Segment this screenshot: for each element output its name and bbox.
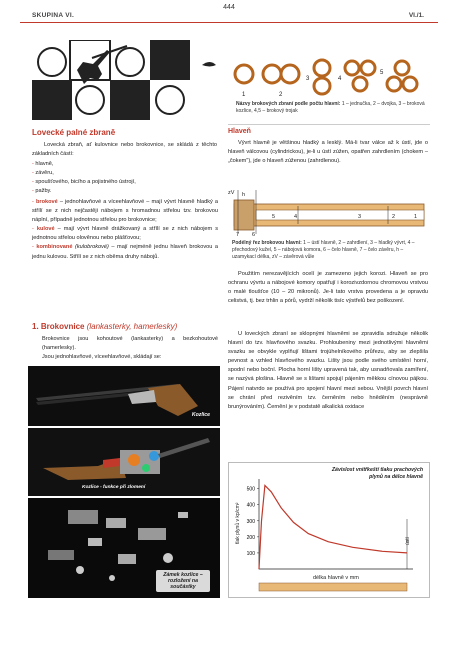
list-item: - kulové – mají vývrt hlavně drážkovaný a střílí se z nich nábojem s jednotnou střelou olověnou nebo plášťovou; xyxy=(32,226,218,242)
photo-kozlice-funkce xyxy=(28,428,220,496)
section-label-5: 5 xyxy=(272,214,276,220)
header-section-left: SKUPINA VI. xyxy=(32,12,75,19)
header-section-right: VI./1. xyxy=(408,12,424,19)
photo-label: Kozlice - funkce při zlomení xyxy=(82,485,146,490)
types-list xyxy=(32,198,218,262)
fig-number-1: 1 xyxy=(242,92,246,98)
brokovnice-paragraph-1: Brokovnice jsou kohoutové (lankasterky) a bezkohoutové (hamerlesky). xyxy=(42,336,218,352)
section-title: Lovecké palné zbraně xyxy=(32,128,116,137)
heading-brokovnice: 1. Brokovnice (lankasterky, hamerlesky) xyxy=(32,322,178,331)
brokovnice-paragraph-2: Jsou jednohlavňové, víceehlavňové, skládají se: xyxy=(42,354,162,360)
list-item: - pažby. xyxy=(32,188,52,195)
hunter-illustration xyxy=(32,40,222,120)
fig-number-3: 3 xyxy=(306,76,310,82)
pressure-chart xyxy=(228,462,430,598)
intro-paragraph: Lovecká zbraň, ať kulovnice nebo brokovnice, se skládá z těchto základních částí: xyxy=(32,142,217,158)
chart-end-label: ústí xyxy=(405,536,411,545)
list-item: - závěru, xyxy=(32,170,54,177)
list-item: - brokové – jednohlavňové a víceehlavňové – mají vývrt hlavně hladký a střílí se z nich nejčastěji nábojem s hromadnou střelou tzv. brokovou náplní, případně jednotnou střelou pro brokovnice; xyxy=(32,199,218,224)
section-label-2: 2 xyxy=(392,214,396,220)
section-caption: Podélný řez brokovou hlavní: 1 – ústí hlavně, 2 – zahrdlení, 3 – hladký vývrt, 4 – přechodový kužel, 5 – nábojová komora, 6 – čelo hlavně, 7 – čelo závěru, h – uzamykací délka, zV – závěrová vůle xyxy=(232,240,415,260)
y-tick-label: 300 xyxy=(246,518,255,525)
barrel-heading: Hlaveň xyxy=(228,128,251,135)
photo-label: Zámek kozlice – rozložení na součástky xyxy=(156,570,210,592)
photo-label: Kozlice xyxy=(191,412,210,418)
list-item: - spoušťového, bicího a pojistného ústrojí, xyxy=(32,179,136,186)
barrel-bundle-paragraph: U loveckých zbraní se sklopnými hlavněmi se zpravidla sdružuje několik hlavní do tzv. hlavňového svazku. Prohloubeniny mezi jednotlivými hlavněmi svazku se obvykle vyplňují lištami trojúhelníkového průřezu, aby se zlepšila pevnost a vzhled hlavňového svazku. Lišty jsou podle svého umístění horní, spodní nebo boční. Plocha horní lišty upravená tak, aby usnadňovala zamíření, se nazývá plošina. Hlavně se s lištami spojují pájením měkkou cínovou pájkou. Pájení natvrdo se používá pro spojení hlavní mezi sebou. Vnější povrch hlavní se chrání před rezivěním tzv. černěním nebo hněděním (nesprávně brunýrováním). Černění je v podstatě alkalická oxidace xyxy=(228,331,428,410)
barrel-strip xyxy=(259,583,407,591)
section-label-7: 7 xyxy=(236,232,240,238)
barrel-paragraph: Vývrt hlavně je většinou hladký a lesklý. Má-li tvar válce až k ústí, jde o hlaveň válcovou (cylindrickou), je-li u ústí zúžen, opatřen zahrdlením (chokem – „čokem"), jde o hlaveň zúženou (zahrdlenou). xyxy=(228,140,428,165)
y-tick-label: 200 xyxy=(246,534,255,541)
fig-number-5: 5 xyxy=(380,70,384,76)
section-label-4: 4 xyxy=(294,214,298,220)
barrel-config-caption: Názvy brokových zbraní podle počtu hlavní: 1 – jednučka, 2 – dvojka, 3 – broková kozlice, 4,5 – brokový trojak xyxy=(236,101,425,114)
list-item: - kombinované (kulobrokové) – mají nejméně jednu hlaveň brokovou a jednu kulovou. Střílí se z nich oběma druhy nábojů. xyxy=(32,244,218,260)
y-tick-label: 100 xyxy=(246,550,255,557)
barrel-configurations-figure xyxy=(230,56,430,98)
page-number: 444 xyxy=(223,4,235,11)
parts-list xyxy=(32,160,222,196)
photo-kozlice xyxy=(28,366,220,426)
chart-xlabel: délka hlavně v mm xyxy=(313,575,359,581)
fig-number-2: 2 xyxy=(279,92,283,98)
list-item: - hlavně, xyxy=(32,161,54,167)
chart-axes xyxy=(259,479,413,569)
divider xyxy=(228,124,430,125)
chart-ylabel: tlak plynů v kp/cm² xyxy=(235,502,241,544)
y-tick-label: 500 xyxy=(246,486,255,493)
header-rule xyxy=(20,22,438,23)
section-label-3: 3 xyxy=(358,214,362,220)
section-label-zv: zV xyxy=(228,190,235,196)
section-label-h: h xyxy=(242,192,246,198)
chart-title: Závislost vnitřkeští tlaku prachových plynů na délce hlavně xyxy=(331,467,423,480)
section-label-1: 1 xyxy=(414,214,418,220)
pressure-series-line xyxy=(259,485,407,569)
section-label-6: 6 xyxy=(252,232,256,238)
barrel-section-drawing xyxy=(228,186,430,238)
photo-zamek-rozlozeni xyxy=(28,498,220,598)
fig-number-4: 4 xyxy=(338,76,342,82)
y-tick-label: 400 xyxy=(246,502,255,509)
corrosion-paragraph: Použitím nerezavějících ocelí je zamezeno jejich korozi. Hlaveň se pro ochranu vývrtu a nábojové komory opatřují i korozivzdornou chromovou vrstvou o malé tloušťce (10 – 20 mikronů). Je-li tato vrstva provedena a je opravdu celistvá, tj. bez trhlin a pórů, vydrží několik tisíc výstřelů bez poškození. xyxy=(228,271,428,305)
